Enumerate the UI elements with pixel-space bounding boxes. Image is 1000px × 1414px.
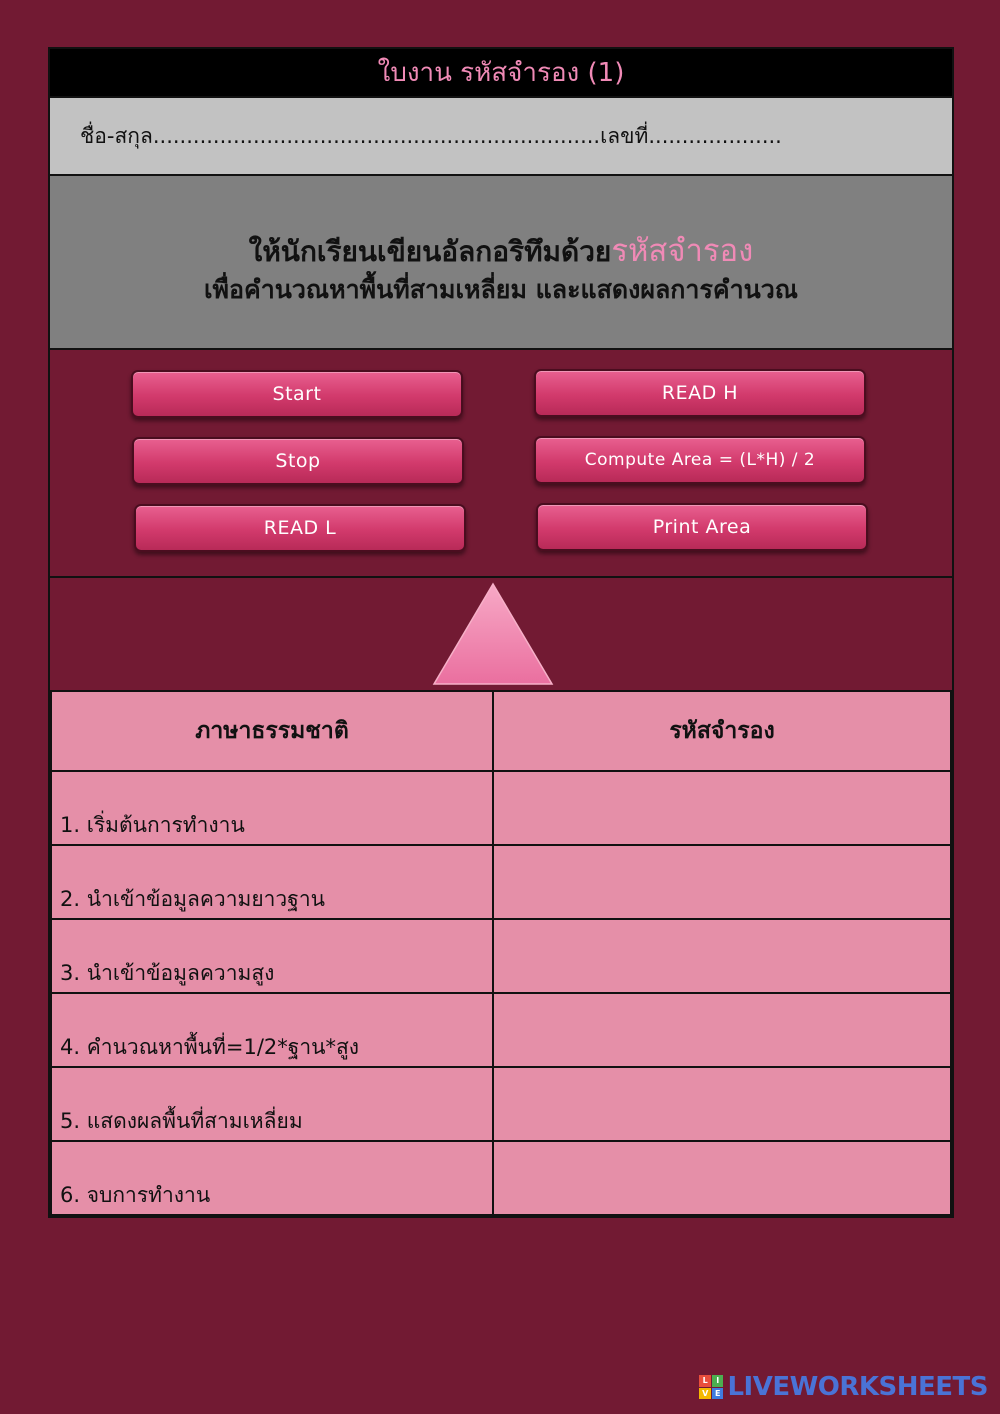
answer-drop-zone[interactable] (493, 919, 951, 993)
instruction-prefix: ให้นักเรียนเขียนอัลกอริทึมด้วย (248, 234, 612, 268)
step-text: 3. นำเข้าข้อมูลความสูง (51, 919, 493, 993)
number-label: เลขที่ (600, 123, 649, 148)
answer-drop-zone[interactable] (493, 1141, 951, 1215)
answer-drop-zone[interactable] (493, 771, 951, 845)
answer-card-bank (50, 348, 952, 576)
answer-drop-zone[interactable] (493, 845, 951, 919)
name-label: ชื่อ-สกุล (80, 123, 153, 148)
liveworksheets-logo-icon: L I V E (699, 1375, 723, 1399)
card-print-area[interactable]: Print Area (536, 503, 868, 551)
card-compute-area[interactable]: Compute Area = (L*H) / 2 (534, 436, 866, 484)
answer-drop-zone[interactable] (493, 1067, 951, 1141)
liveworksheets-logo (699, 1372, 988, 1402)
step-text: 6. จบการทำงาน (51, 1141, 493, 1215)
step-text: 2. นำเข้าข้อมูลความยาวฐาน (51, 845, 493, 919)
instruction-line-1 (249, 231, 754, 272)
step-text: 1. เริ่มต้นการทำงาน (51, 771, 493, 845)
answer-drop-zone[interactable] (493, 993, 951, 1067)
worksheet (48, 47, 954, 1218)
name-blank: ................................................................... (152, 124, 601, 148)
step-text: 4. คำนวณหาพื้นที่=1/2*ฐาน*สูง (51, 993, 493, 1067)
table-row (51, 1141, 951, 1215)
card-read-h[interactable]: READ H (534, 369, 866, 417)
header-pseudocode: รหัสจำรอง (493, 691, 951, 771)
student-info-row (50, 96, 952, 174)
triangle-icon (432, 582, 554, 686)
worksheet-title: ใบงาน รหัสจำรอง (1) (50, 49, 952, 96)
instruction-highlight: รหัสจำรอง (611, 232, 754, 269)
step-text: 5. แสดงผลพื้นที่สามเหลี่ยม (51, 1067, 493, 1141)
algorithm-table (50, 690, 952, 1216)
triangle-zone (50, 576, 952, 690)
table-row (51, 993, 951, 1067)
liveworksheets-wordmark: LIVEWORKSHEETS (727, 1372, 988, 1402)
number-blank: .................... (648, 124, 782, 148)
instruction-line-2: เพื่อคำนวณหาพื้นที่สามเหลี่ยม และแสดงผลการคำนวณ (204, 274, 798, 304)
table-row (51, 919, 951, 993)
table-row (51, 1067, 951, 1141)
table-row (51, 771, 951, 845)
table-row (51, 845, 951, 919)
table-header-row (51, 691, 951, 771)
header-natural-language: ภาษาธรรมชาติ (51, 691, 493, 771)
card-read-l[interactable]: READ L (134, 504, 466, 552)
instructions (50, 174, 952, 348)
card-start[interactable]: Start (131, 370, 463, 418)
card-stop[interactable]: Stop (132, 437, 464, 485)
